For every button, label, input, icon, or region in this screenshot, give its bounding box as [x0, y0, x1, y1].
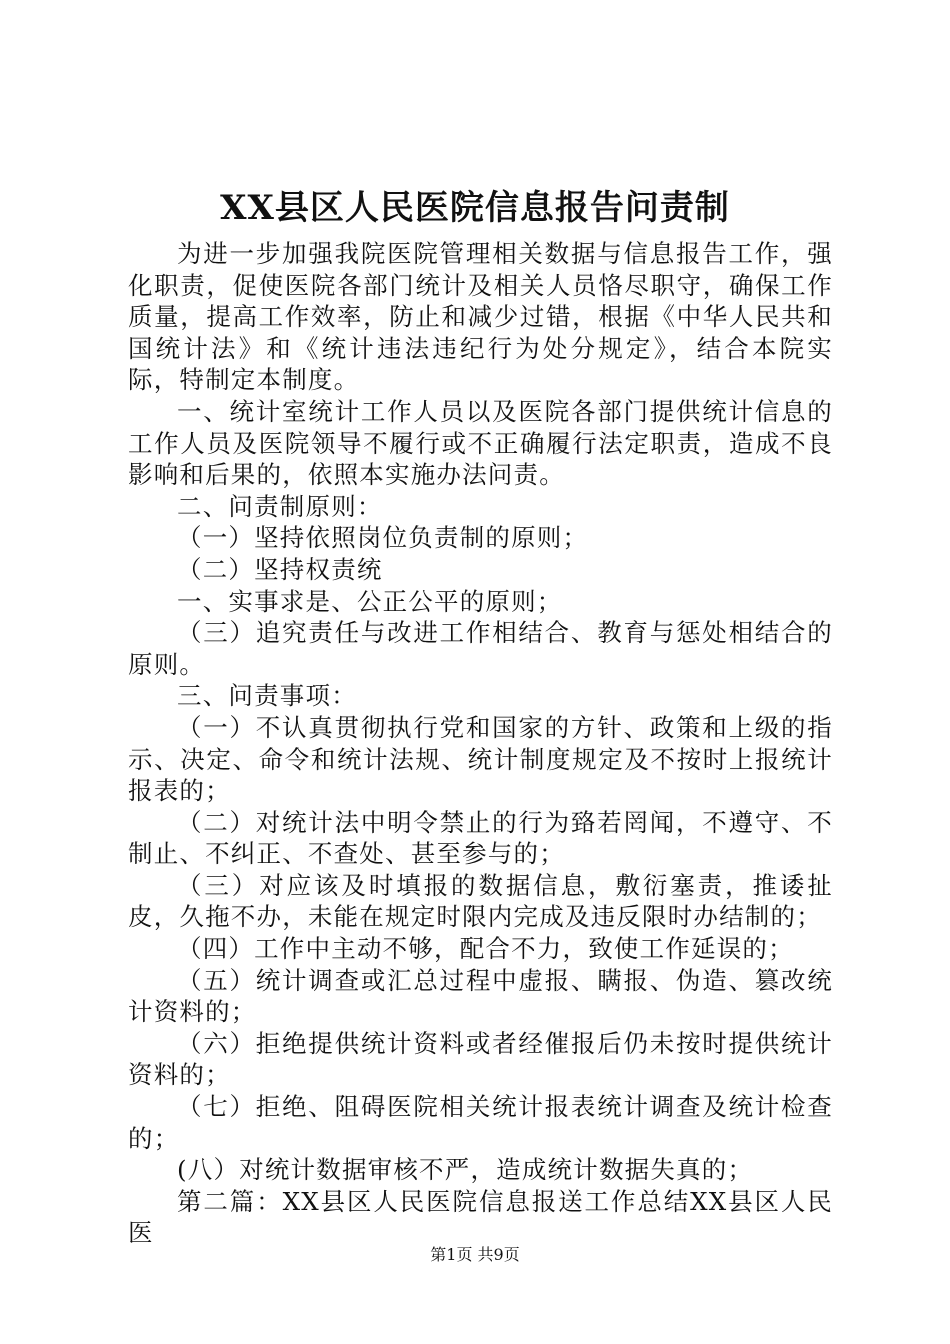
accountability-item-7: （七）拒绝、阻碍医院相关统计报表统计调查及统计检查的；: [128, 1092, 833, 1153]
accountability-item-8: (八）对统计数据审核不严，造成统计数据失真的；: [177, 1155, 754, 1185]
section-two-heading: 二、问责制原则：: [177, 491, 383, 521]
page-number-footer: 第1页 共9页: [430, 1245, 520, 1264]
accountability-item-4: （四）工作中主动不够，配合不力，致使工作延误的；: [177, 934, 794, 964]
section-one-paragraph: 一、统计室统计工作人员以及医院各部门提供统计信息的工作人员及医院领导不履行或不正确履行法定职责，造成不良影响和后果的，依照本实施办法问责。: [128, 396, 833, 490]
accountability-item-1: （一）不认真贯彻执行党和国家的方针、政策和上级的指示、决定、命令和统计法规、统计制度规定及不按时上报统计报表的；: [128, 712, 833, 806]
accountability-item-3: （三）对应该及时填报的数据信息，敷衍塞责，推诿扯皮，久拖不办，未能在规定时限内完成及违反限时办结制的；: [128, 870, 833, 932]
principle-1: （一）坚持依照岗位负责制的原则；: [177, 523, 589, 553]
document-body: [128, 238, 833, 1249]
second-article-heading: 第二篇：XX县区人民医院信息报送工作总结XX县区人民医: [128, 1186, 833, 1248]
accountability-item-6: （六）拒绝提供统计资料或者经催报后仍未按时提供统计资料的；: [128, 1028, 833, 1090]
principle-2: （二）坚持权责统: [177, 554, 383, 584]
principle-2-continued: 一、实事求是、公正公平的原则；: [177, 586, 563, 616]
accountability-item-5: （五）统计调查或汇总过程中虚报、瞒报、伪造、篡改统计资料的；: [128, 965, 833, 1027]
section-three-heading: 三、问责事项：: [177, 681, 357, 711]
accountability-item-2: （二）对统计法中明令禁止的行为臵若罔闻，不遵守、不制止、不纠正、不查处、甚至参与的；: [128, 807, 833, 869]
intro-paragraph: 为进一步加强我院医院管理相关数据与信息报告工作，强化职责，促使医院各部门统计及相关人员恪尽职守，确保工作质量，提高工作效率，防止和减少过错，根据《中华人民共和国统计法》和《统计违法违纪行为处分规定》，结合本院实际，特制定本制度。: [128, 239, 833, 395]
document-title: XX县区人民医院信息报告问责制: [220, 188, 730, 228]
principle-3: （三）追究责任与改进工作相结合、教育与惩处相结合的原则。: [128, 618, 833, 679]
